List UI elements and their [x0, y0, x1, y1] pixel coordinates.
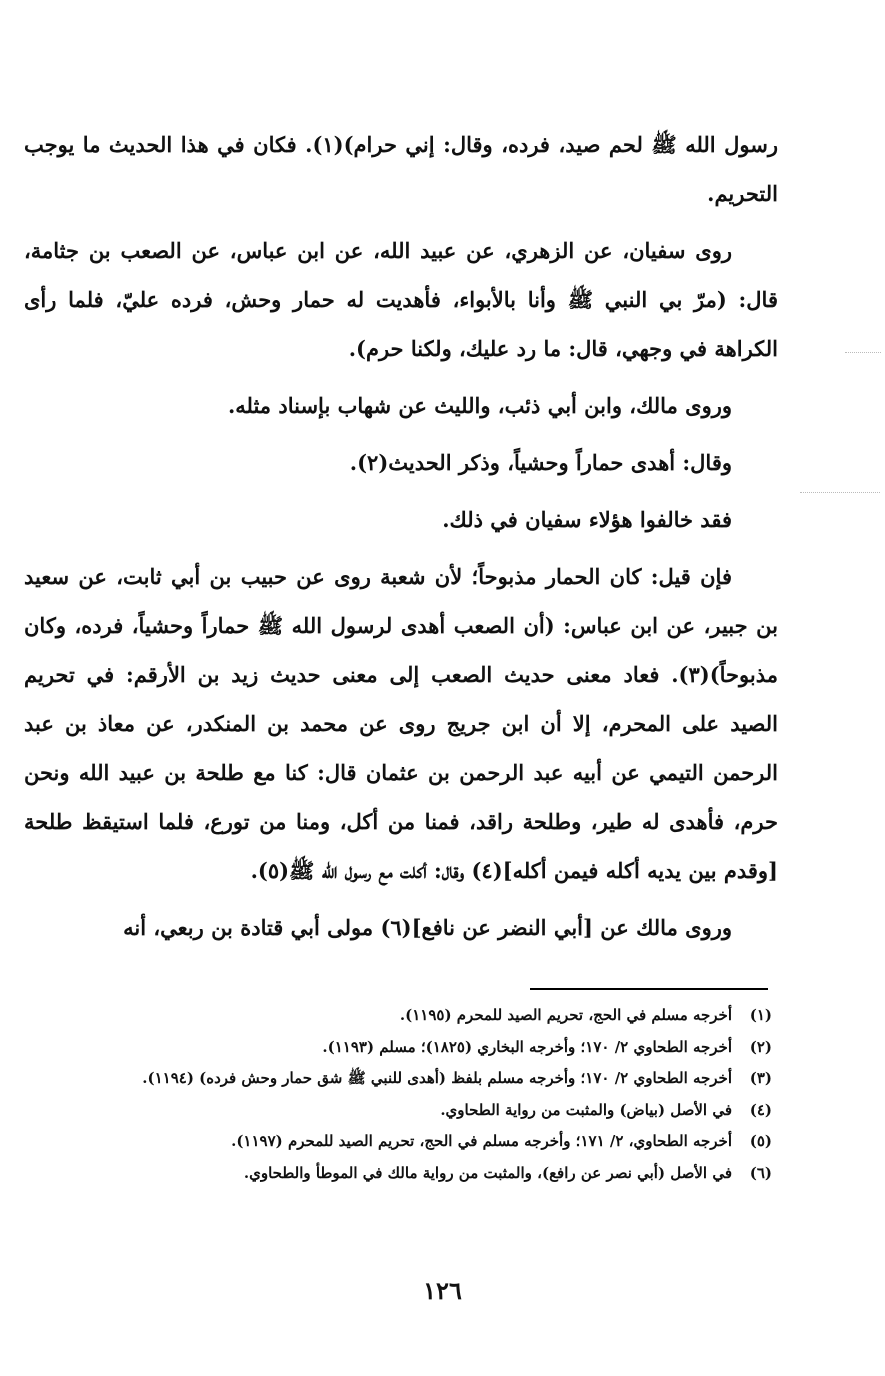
paragraph-3: وروى مالك، وابن أبي ذئب، والليث عن شهاب بإسناد مثله.: [227, 393, 732, 418]
footnotes: [24, 1000, 772, 1189]
scan-artifact: [800, 492, 880, 493]
paragraph-7: وروى مالك عن [أبي النضر عن نافع](٦) مولى أبي قتادة بن ربعي، أنه: [123, 915, 732, 940]
footnote-4: [24, 1095, 772, 1127]
footnote-text: أخرجه مسلم في الحج، تحريم الصيد للمحرم (١١٩٥).: [399, 1006, 732, 1024]
footnote-text: في الأصل (بياض) والمثبت من رواية الطحاوي.: [440, 1100, 732, 1119]
footnote-text: أخرجه الطحاوي، ٢/ ١٧١؛ وأخرجه مسلم في الحج، تحريم الصيد للمحرم (١١٩٧).: [231, 1132, 732, 1150]
footnote-6: [24, 1158, 772, 1190]
footnote-text: أخرجه الطحاوي ٢/ ١٧٠؛ وأخرجه البخاري (١٨٢٥)؛ مسلم (١١٩٣).: [322, 1037, 732, 1056]
paragraph-2: روى سفيان، عن الزهري، عن عبيد الله، عن ابن عباس، عن الصعب بن جثامة، قال: (مرّ بي النبي ﷺ وأنا بالأبواء، فأهديت له حمار وحش، فرده عليّ، فلما رأى الكراهة في وجهي، قال: ما رد عليك، ولكنا حرم).: [24, 238, 778, 361]
footnote-number: (٣): [749, 1069, 772, 1087]
footnote-number: (١): [749, 1006, 772, 1024]
footnote-text: أخرجه الطحاوي ٢/ ١٧٠؛ وأخرجه مسلم بلفظ (أهدى للنبي ﷺ شق حمار وحش فرده) (١١٩٤).: [142, 1069, 732, 1087]
footnote-3: [24, 1063, 772, 1095]
paragraph-1: رسول الله ﷺ لحم صيد، فرده، وقال: إني حرام)(١). فكان في هذا الحديث ما يوجب التحريم.: [24, 132, 778, 206]
footnote-number: (٥): [749, 1132, 772, 1150]
footnote-number: (٦): [749, 1163, 772, 1182]
footnote-text: في الأصل (أبي نصر عن رافع)، والمثبت من رواية مالك في الموطأ والطحاوي.: [243, 1163, 732, 1182]
footnote-number: (٤): [749, 1100, 772, 1119]
page-number: ١٢٦: [423, 1276, 462, 1305]
footnote-1: [24, 1000, 772, 1032]
scan-artifact: [845, 352, 881, 353]
footnote-5: [24, 1126, 772, 1158]
paragraph-6: فإن قيل: كان الحمار مذبوحاً؛ لأن شعبة روى عن حبيب بن أبي ثابت، عن سعيد بن جبير، عن ابن عباس: (أن الصعب أهدى لرسول الله ﷺ حماراً وحشياً، فرده، وكان مذبوحاً)(٣). فعاد معنى حديث الصعب إلى معنى حديث زيد بن الأرقم: في تحريم الصيد على المحرم، إلا أن ابن جريج روى عن محمد بن المنكدر، عن معاذ بن عبد الرحمن التيمي عن أبيه عبد الرحمن بن عثمان قال: كنا مع طلحة بن عبيد الله ونحن حرم، فأهدى له طير، وطلحة راقد، فمنا من أكل، ومنا من تورع، فلما استيقظ طلحة [وقدم بين يديه أكله فيمن أكله](٤) وقال: أكلت مع رسول الله ﷺ(٥).: [24, 564, 778, 883]
footnote-divider: [530, 988, 768, 990]
paragraph-5: فقد خالفوا هؤلاء سفيان في ذلك.: [442, 507, 732, 532]
main-text: [24, 120, 778, 960]
footnote-2: [24, 1032, 772, 1064]
footnote-number: (٢): [749, 1037, 772, 1056]
paragraph-4: وقال: أهدى حماراً وحشياً، وذكر الحديث(٢).: [349, 450, 732, 475]
